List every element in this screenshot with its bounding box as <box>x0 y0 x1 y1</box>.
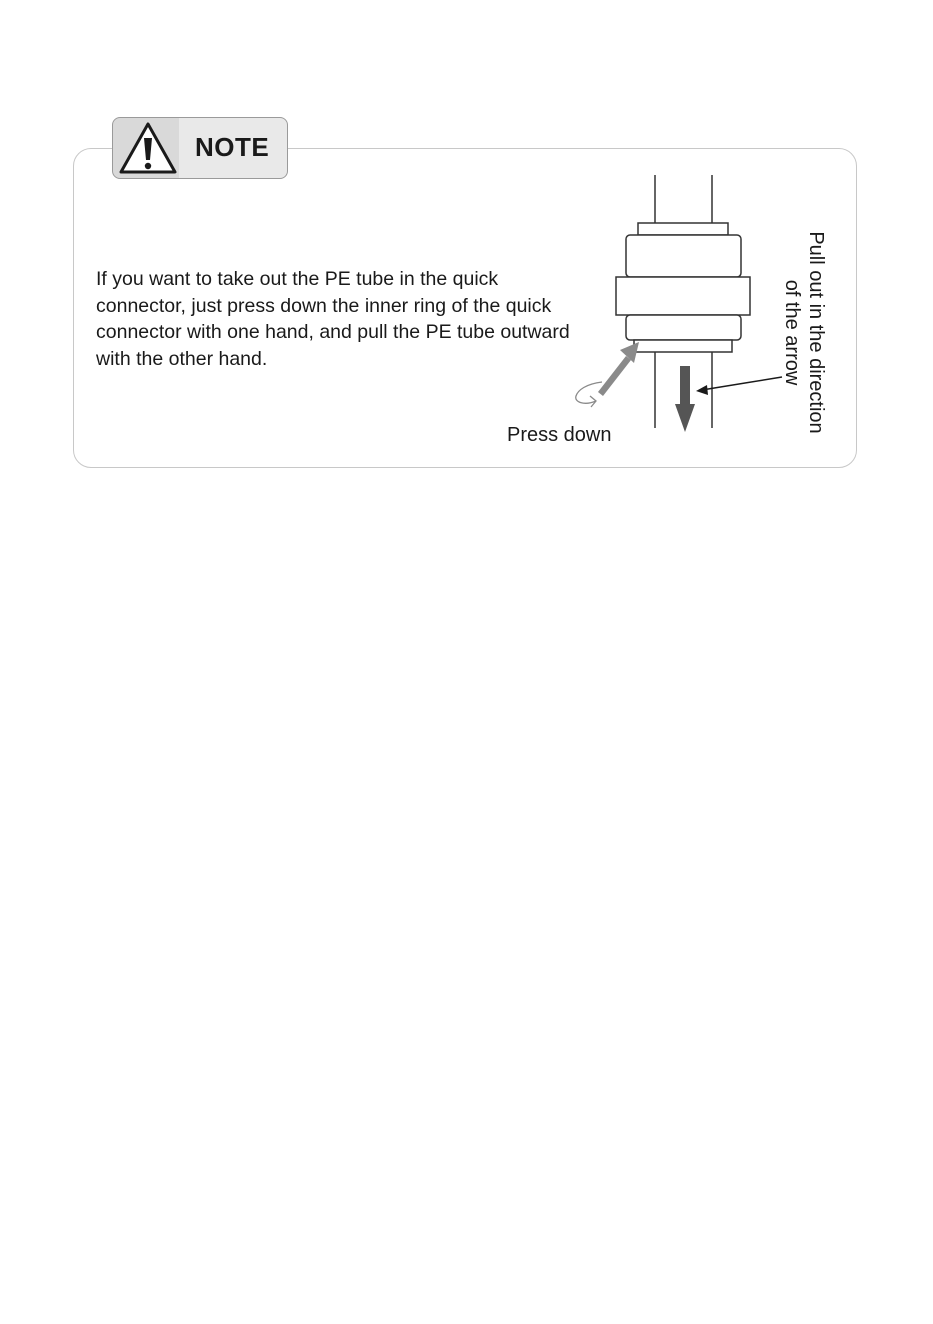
press-down-label: Press down <box>507 424 612 446</box>
pull-out-label <box>768 215 828 450</box>
pull-out-label-line2: of the arrow <box>781 279 803 386</box>
press-arrow-icon <box>576 342 639 407</box>
connector-top-cap <box>638 223 728 235</box>
connector-middle-ring <box>616 277 750 315</box>
note-label: NOTE <box>195 132 270 162</box>
note-tab <box>112 117 288 179</box>
connector-lower-body <box>626 315 741 340</box>
warning-triangle-icon <box>117 120 179 176</box>
connector-upper-body <box>626 235 741 277</box>
pull-out-label-line1: Pull out in the direction <box>805 231 827 434</box>
connector-inner-ring <box>634 340 732 352</box>
note-text: If you want to take out the PE tube in the quick connector, just press down the inner ring of the quick connector with one hand, and pull the PE tube outward with the other hand. <box>96 268 570 370</box>
pull-arrow-icon <box>675 366 695 432</box>
